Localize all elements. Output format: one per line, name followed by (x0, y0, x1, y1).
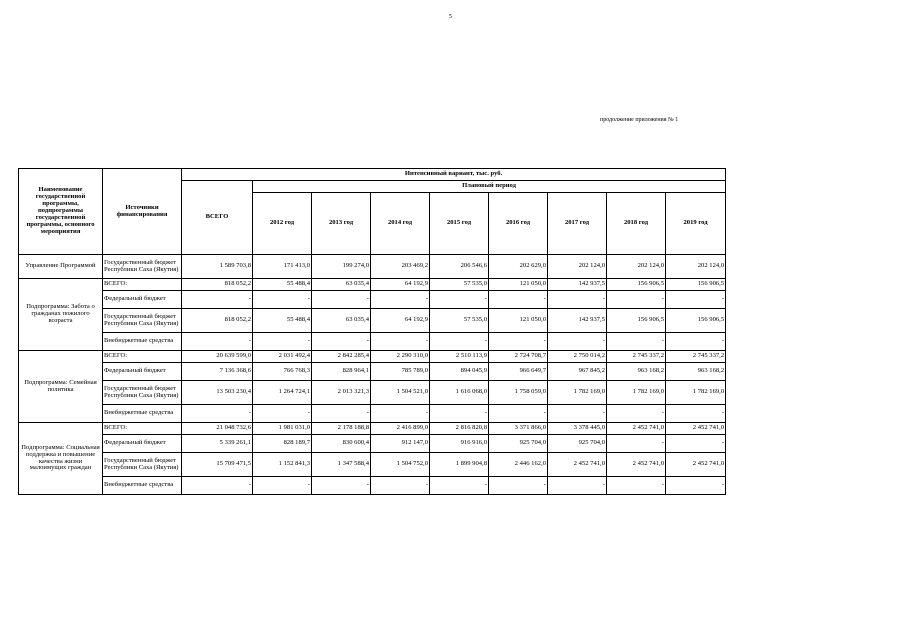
year-value-cell: - (371, 405, 430, 423)
year-value-cell: - (607, 333, 666, 351)
year-value-cell: - (607, 291, 666, 309)
year-value-cell: - (489, 291, 548, 309)
page-number: 5 (449, 14, 452, 20)
year-value-cell: 64 192,9 (371, 279, 430, 291)
table-header (19, 169, 726, 255)
funding-source-cell: ВСЕГО: (103, 351, 182, 363)
year-value-cell: - (312, 333, 371, 351)
table-row (19, 405, 726, 423)
year-value-cell: - (607, 477, 666, 495)
year-header: 2015 год (430, 193, 489, 255)
total-cell: 818 052,2 (182, 279, 253, 291)
table-body (19, 255, 726, 495)
year-value-cell: 2 013 321,3 (312, 381, 371, 405)
year-value-cell: 206 546,6 (430, 255, 489, 279)
year-value-cell: 142 937,5 (548, 279, 607, 291)
table-row (19, 453, 726, 477)
total-cell: 21 048 732,6 (182, 423, 253, 435)
table-row (19, 363, 726, 381)
appendix-note: продолжение приложения № 1 (600, 117, 679, 123)
table-row (19, 423, 726, 435)
program-name-cell: Подпрограмма: Социальная поддержка и повышение качества жизни малоимущих граждан (19, 423, 103, 495)
program-name-cell: Подпрограмма: Семейная политика (19, 351, 103, 423)
year-value-cell: - (253, 405, 312, 423)
total-cell: - (182, 333, 253, 351)
year-value-cell: - (312, 405, 371, 423)
year-value-cell: - (666, 405, 726, 423)
year-value-cell: - (548, 333, 607, 351)
total-cell: 15 709 471,5 (182, 453, 253, 477)
funding-source-cell: Государственный бюджет Республики Саха (Якутия) (103, 309, 182, 333)
year-value-cell: 156 906,5 (666, 279, 726, 291)
year-header: 2013 год (312, 193, 371, 255)
year-value-cell: 2 452 741,0 (666, 423, 726, 435)
program-name-cell: Подпрограмма: Забота о гражданах пожилого возраста (19, 279, 103, 351)
year-value-cell: - (666, 333, 726, 351)
year-value-cell: 63 035,4 (312, 309, 371, 333)
year-value-cell: 2 750 014,2 (548, 351, 607, 363)
year-value-cell: 156 906,5 (666, 309, 726, 333)
year-value-cell: 912 147,0 (371, 435, 430, 453)
year-value-cell: 2 452 741,0 (548, 453, 607, 477)
year-value-cell: - (371, 477, 430, 495)
year-value-cell: 171 413,0 (253, 255, 312, 279)
year-header: 2019 год (666, 193, 726, 255)
planned-period-header: Плановый период (253, 181, 726, 193)
year-value-cell: 1 504 521,0 (371, 381, 430, 405)
funding-source-cell: Федеральный бюджет (103, 435, 182, 453)
funding-source-cell: Внебюджетные средства (103, 333, 182, 351)
year-value-cell: 55 488,4 (253, 279, 312, 291)
funding-source-cell: Государственный бюджет Республики Саха (Якутия) (103, 381, 182, 405)
year-value-cell: 1 347 588,4 (312, 453, 371, 477)
year-value-cell: 828 189,7 (253, 435, 312, 453)
variant-header: Интенсивный вариант, тыс. руб. (182, 169, 726, 181)
funding-source-cell: Внебюджетные средства (103, 405, 182, 423)
year-value-cell: 2 842 285,4 (312, 351, 371, 363)
table-row (19, 435, 726, 453)
table-row (19, 381, 726, 405)
total-cell: - (182, 405, 253, 423)
year-value-cell: - (666, 435, 726, 453)
year-value-cell: 1 758 059,0 (489, 381, 548, 405)
table-row (19, 255, 726, 279)
year-value-cell: 1 981 031,0 (253, 423, 312, 435)
table-row (19, 279, 726, 291)
year-header: 2012 год (253, 193, 312, 255)
year-value-cell: 2 178 188,8 (312, 423, 371, 435)
total-cell: 13 503 230,4 (182, 381, 253, 405)
year-value-cell: - (666, 291, 726, 309)
year-value-cell: - (312, 291, 371, 309)
year-value-cell: 55 488,4 (253, 309, 312, 333)
year-value-cell: 1 899 904,8 (430, 453, 489, 477)
total-cell: - (182, 291, 253, 309)
year-value-cell: 142 937,5 (548, 309, 607, 333)
year-value-cell: 1 782 169,0 (548, 381, 607, 405)
year-value-cell: 2 816 820,8 (430, 423, 489, 435)
table-row (19, 333, 726, 351)
year-value-cell: 828 964,1 (312, 363, 371, 381)
year-value-cell: - (371, 291, 430, 309)
year-value-cell: 1 504 752,0 (371, 453, 430, 477)
funding-source-cell: Внебюджетные средства (103, 477, 182, 495)
year-value-cell: 63 035,4 (312, 279, 371, 291)
funding-source-cell: Государственный бюджет Республики Саха (Якутия) (103, 453, 182, 477)
year-value-cell: 121 050,0 (489, 279, 548, 291)
year-value-cell: 1 264 724,1 (253, 381, 312, 405)
total-cell: 5 339 261,1 (182, 435, 253, 453)
year-header: 2014 год (371, 193, 430, 255)
total-cell: 7 136 368,6 (182, 363, 253, 381)
funding-source-cell: Федеральный бюджет (103, 363, 182, 381)
year-value-cell: 202 124,0 (548, 255, 607, 279)
year-value-cell: 925 704,0 (489, 435, 548, 453)
year-value-cell: 3 378 445,0 (548, 423, 607, 435)
year-value-cell: 3 371 866,0 (489, 423, 548, 435)
year-value-cell: 199 274,0 (312, 255, 371, 279)
year-value-cell: 2 452 741,0 (607, 453, 666, 477)
year-value-cell: - (312, 477, 371, 495)
year-value-cell: - (548, 477, 607, 495)
year-header: 2018 год (607, 193, 666, 255)
year-value-cell: 2 452 741,0 (607, 423, 666, 435)
total-column-header: ВСЕГО (182, 181, 253, 255)
year-value-cell: - (607, 435, 666, 453)
year-value-cell: 2 416 899,0 (371, 423, 430, 435)
year-value-cell: - (430, 333, 489, 351)
total-cell: 1 589 703,8 (182, 255, 253, 279)
year-value-cell: 963 168,2 (607, 363, 666, 381)
year-value-cell: 766 768,3 (253, 363, 312, 381)
table-row (19, 309, 726, 333)
year-value-cell: - (489, 333, 548, 351)
source-column-header: Источники финансирования (103, 169, 182, 255)
year-value-cell: 64 192,9 (371, 309, 430, 333)
table-row (19, 291, 726, 309)
year-value-cell: - (548, 405, 607, 423)
year-value-cell: 2 745 337,2 (666, 351, 726, 363)
total-cell: 818 052,2 (182, 309, 253, 333)
financing-table (18, 168, 726, 495)
year-value-cell: - (489, 405, 548, 423)
year-value-cell: 156 906,5 (607, 279, 666, 291)
year-value-cell: - (253, 477, 312, 495)
table-row (19, 351, 726, 363)
year-value-cell: 894 045,9 (430, 363, 489, 381)
year-value-cell: 2 510 113,9 (430, 351, 489, 363)
year-value-cell: 2 452 741,0 (666, 453, 726, 477)
funding-source-cell: Федеральный бюджет (103, 291, 182, 309)
year-value-cell: - (430, 291, 489, 309)
table-row (19, 477, 726, 495)
year-header: 2017 год (548, 193, 607, 255)
year-value-cell: - (607, 405, 666, 423)
year-value-cell: - (666, 477, 726, 495)
year-value-cell: 1 152 841,3 (253, 453, 312, 477)
year-value-cell: 925 704,0 (548, 435, 607, 453)
year-value-cell: 202 124,0 (666, 255, 726, 279)
year-value-cell: 785 789,0 (371, 363, 430, 381)
funding-source-cell: ВСЕГО: (103, 279, 182, 291)
name-column-header: Наименование государственной программы, подпрограммы государственной программы, основного мероприятия (19, 169, 103, 255)
year-value-cell: 57 535,0 (430, 279, 489, 291)
year-value-cell: 1 616 068,0 (430, 381, 489, 405)
year-value-cell: 202 629,0 (489, 255, 548, 279)
year-value-cell: 1 782 169,0 (607, 381, 666, 405)
year-value-cell: 57 535,0 (430, 309, 489, 333)
year-value-cell: 963 168,2 (666, 363, 726, 381)
year-value-cell: 830 600,4 (312, 435, 371, 453)
year-value-cell: 1 782 169,0 (666, 381, 726, 405)
year-value-cell: 202 124,0 (607, 255, 666, 279)
year-value-cell: - (371, 333, 430, 351)
year-value-cell: 2 745 337,2 (607, 351, 666, 363)
year-value-cell: 966 649,7 (489, 363, 548, 381)
total-cell: 20 639 599,0 (182, 351, 253, 363)
year-value-cell: 156 906,5 (607, 309, 666, 333)
program-name-cell: Управление Программой (19, 255, 103, 279)
year-value-cell: 2 031 492,4 (253, 351, 312, 363)
funding-source-cell: ВСЕГО: (103, 423, 182, 435)
year-value-cell: - (489, 477, 548, 495)
year-value-cell: 203 469,2 (371, 255, 430, 279)
year-value-cell: 2 290 310,0 (371, 351, 430, 363)
year-value-cell: - (430, 477, 489, 495)
year-value-cell: - (430, 405, 489, 423)
year-value-cell: - (253, 291, 312, 309)
year-value-cell: 916 916,0 (430, 435, 489, 453)
year-value-cell: - (548, 291, 607, 309)
year-value-cell: 2 446 162,0 (489, 453, 548, 477)
year-value-cell: 2 724 708,7 (489, 351, 548, 363)
funding-source-cell: Государственный бюджет Республики Саха (Якутия) (103, 255, 182, 279)
year-header: 2016 год (489, 193, 548, 255)
year-value-cell: 967 845,2 (548, 363, 607, 381)
total-cell: - (182, 477, 253, 495)
year-value-cell: 121 050,0 (489, 309, 548, 333)
year-value-cell: - (253, 333, 312, 351)
